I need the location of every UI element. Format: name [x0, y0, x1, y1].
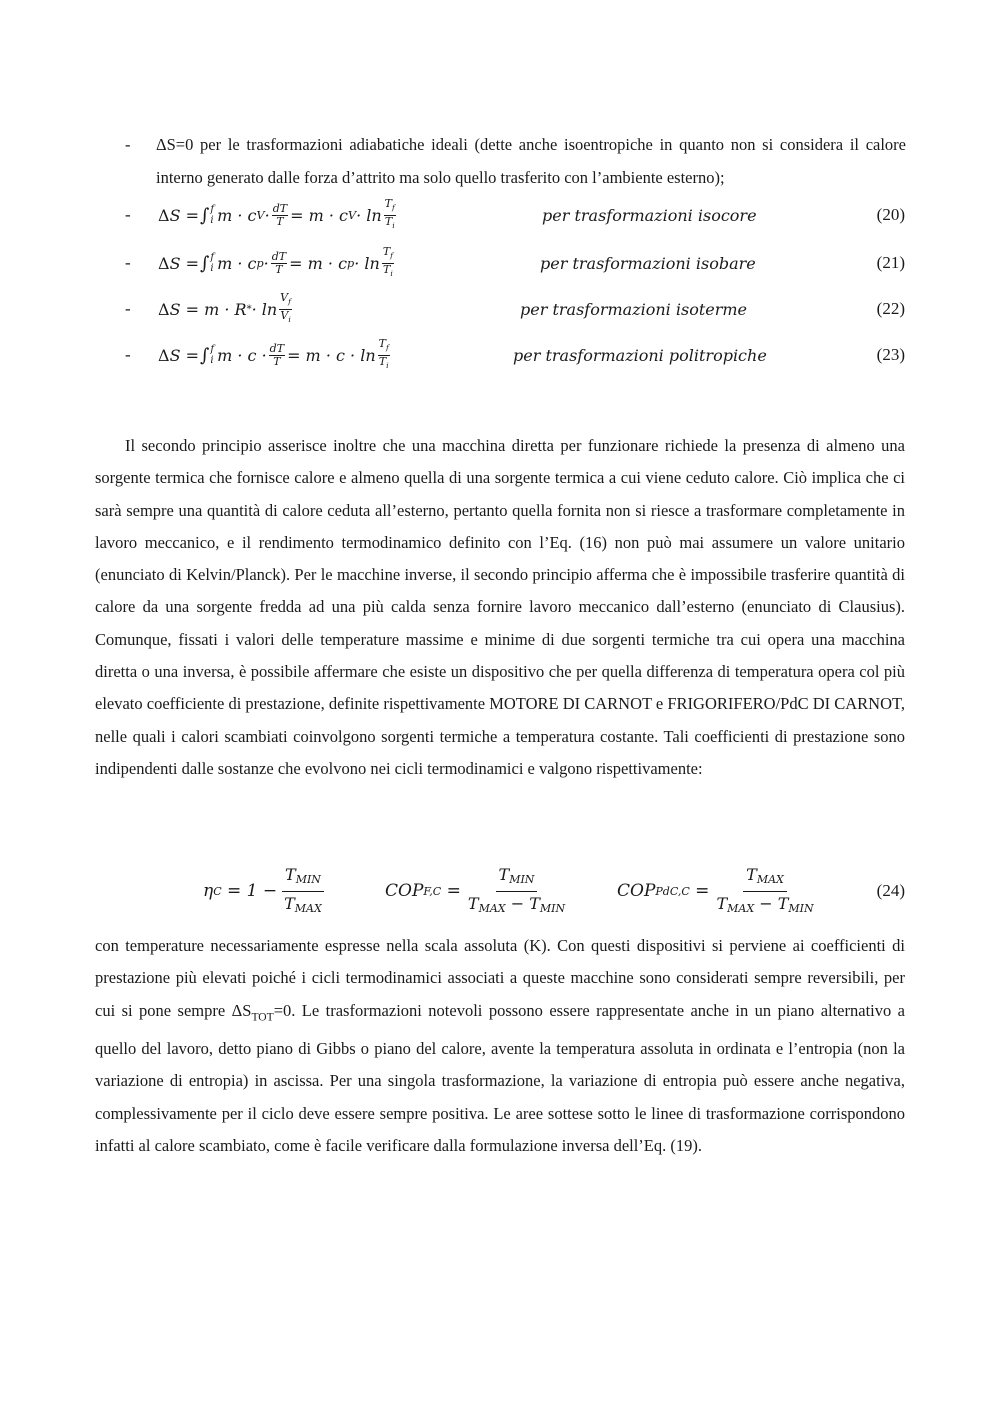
equation-description: per trasformazioni isoterme — [520, 299, 748, 319]
bullet-dash: - — [125, 299, 131, 318]
equation-description: per trasformazioni isobare — [540, 253, 756, 273]
equation-number: (20) — [876, 205, 905, 224]
paragraph-second-principle — [95, 430, 905, 785]
cop-fridge-formula: COP F,C = $\frac{\text{TMIN}}{\text{TMAX − TMIN}}$ — [385, 864, 566, 915]
equation-number: (23) — [876, 345, 905, 364]
paragraph-text: Il secondo principio asserisce inoltre che una macchina diretta per funzionare richiede la presenza di almeno una sorgente termica che fornisce calore e almeno quella di una sorgente termica a cui viene ceduto calore. Ciò implica che ci sarà sempre una quantità di calore ceduta all’esterno, pertanto quella fornita non si riesce a trasformare completamente in lavoro meccanico, e il rendimento termodinamico definito con l’Eq. (16) non può mai assumere un valore unitario (enunciato di Kelvin/Planck). Per le macchine inverse, il secondo principio afferma che è impossibile trasferire quantità di calore da una sorgente fredda ad una più calda senza fornire lavoro meccanico dall’esterno (enunciato di Clausius). Comunque, fissati i valori delle temperature massime e minime di due sorgenti termiche tra cui opera una macchina diretta o una inversa, è possibile affermare che esiste un dispositivo che per quella differenza di temperatura opera col più elevato coefficiente di prestazione, definite rispettivamente MOTORE DI CARNOT e FRIGORIFERO/PdC DI CARNOT, nelle quali i calori scambiati coinvolgono sorgenti termiche a temperatura costante. Tali coefficienti di prestazione sono indipendenti dalle sostanze che evolvono nei cicli termodinamici e valgono rispettivamente: — [95, 436, 905, 778]
equation-row-21 — [95, 243, 905, 283]
subscript-tot: TOT — [251, 1010, 274, 1023]
formula-isochoric: Δ S = ∫ f i m · c V · $\frac{dT}{T}$ = m · c V · ln $\frac{T_f}{T_i}$ — [158, 197, 395, 230]
paragraph-text-part: con temperature necessariamente espresse nella scala assoluta (K). Con questi dispositivi si perviene ai coefficienti di prestazione più elevati poiché i cicli termodinamici associati a queste macchine sono considerati sempre reversibili, per cui si pone sempre ΔS — [95, 936, 905, 1020]
paragraph-text — [95, 930, 905, 1162]
equation-number: (21) — [876, 253, 905, 272]
equation-number: (24) — [876, 881, 905, 900]
carnot-efficiency-formula: η C = 1 − $\frac{\text{TMIN}}{\text{TMAX}}$ — [203, 862, 329, 920]
paragraph-carnot-devices — [95, 930, 905, 1162]
equation-row-22 — [95, 289, 905, 329]
bullet-dash: - — [125, 253, 131, 272]
bullet-dash: - — [125, 205, 131, 224]
equation-row-23 — [95, 335, 905, 375]
bullet-adiabatic — [95, 128, 905, 194]
bullet-dash: - — [125, 135, 131, 154]
cop-heat-pump-formula: COP PdC,C = $\frac{\text{TMAX}}{\text{TMAX − TMIN}}$ — [617, 864, 814, 915]
equation-description: per trasformazioni politropiche — [513, 345, 767, 365]
paragraph-text-part: =0. Le trasformazioni notevoli possono essere rappresentate anche in un piano alternativo a quello del lavoro, detto piano di Gibbs o piano del calore, avente la temperatura assoluta in ordinata e l’entropia (non la variazione di entropia) in ascissa. Per una singola trasformazione, la variazione di entropia può essere anche negativa, complessivamente per il ciclo deve essere sempre positiva. Le aree sottese sotto le linee di trasformazione corrispondono infatti al calore scambiato, come è facile verificare dalla formulazione inversa dell’Eq. (19). — [95, 1000, 906, 1156]
formula-isobaric: Δ S = ∫ f i m · c p · $\frac{dT}{T}$ = m · c p · ln $\frac{T_f}{T_i}$ — [158, 245, 394, 278]
equation-row-20 — [95, 195, 905, 235]
formula-polytropic: Δ S = ∫ f i m · c · $\frac{dT}{T}$ = m · c · ln $\frac{T_f}{T_i}$ — [158, 337, 389, 370]
equation-number: (22) — [876, 299, 905, 318]
bullet-dash: - — [125, 345, 131, 364]
formula-isothermal: Δ S = m · R * · ln $\frac{V_f}{V_i}$ — [158, 291, 291, 324]
equation-description: per trasformazioni isocore — [542, 205, 757, 225]
bullet-adiabatic-text: ΔS=0 per le trasformazioni adiabatiche ideali (dette anche isoentropiche in quanto non si considera il calore interno generato dalle forza d’attrito ma solo quello trasferito con l’ambiente esterno); — [156, 135, 906, 187]
equation-row-24 — [95, 862, 905, 920]
